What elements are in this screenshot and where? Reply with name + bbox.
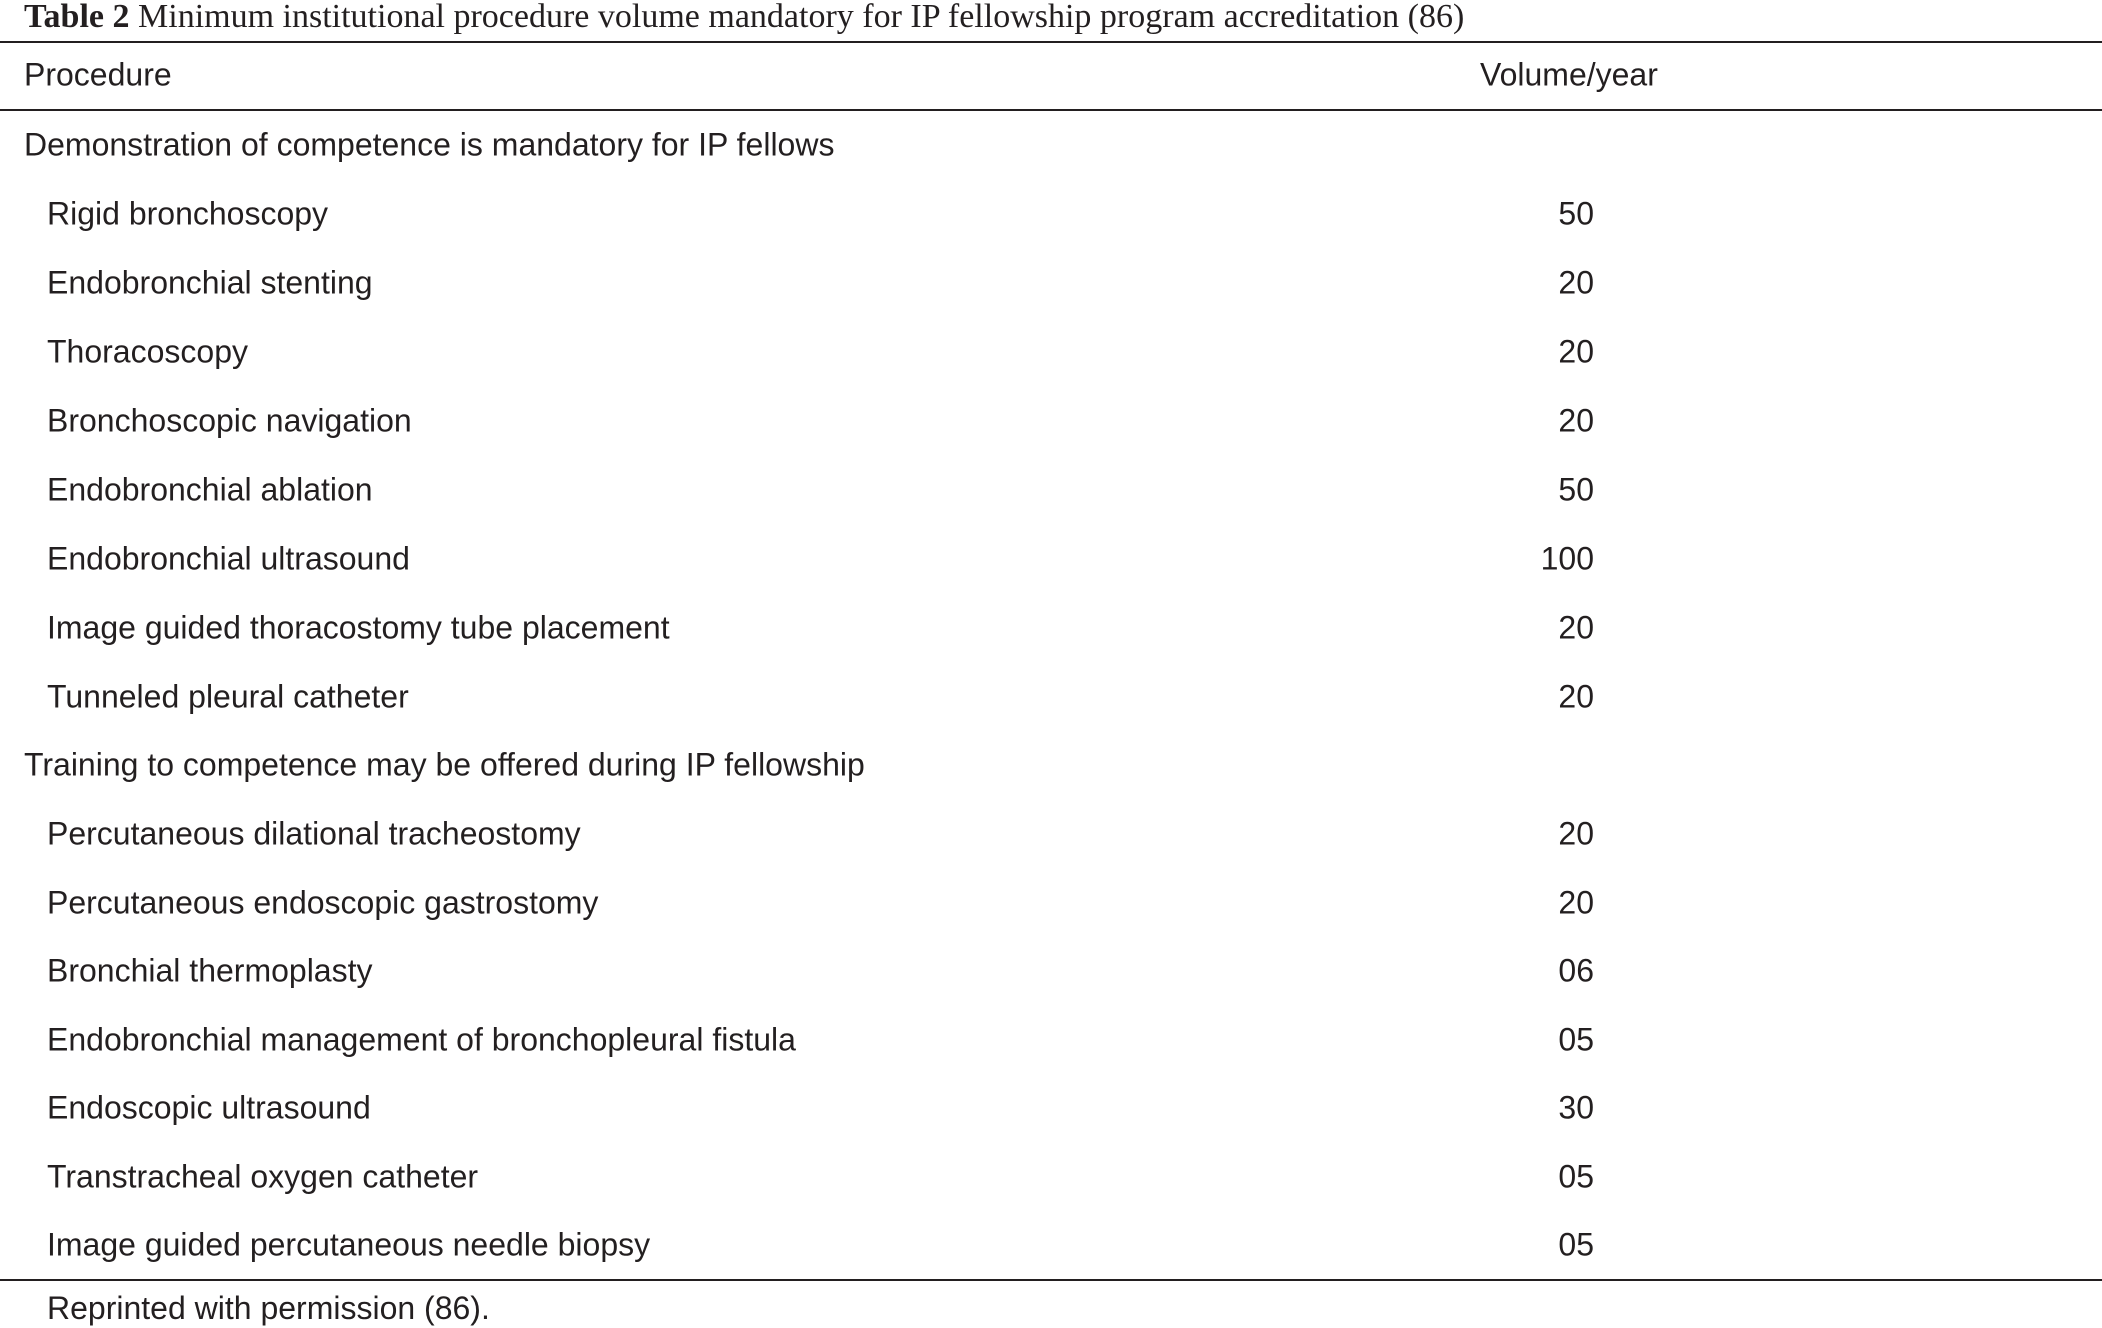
header-volume: Volume/year	[1480, 56, 1658, 93]
volume-cell: 30	[1558, 1089, 1594, 1126]
procedure-cell: Rigid bronchoscopy	[47, 195, 329, 232]
group-title-row	[0, 111, 2102, 179]
volume-cell: 20	[1558, 402, 1594, 439]
volume-cell: 100	[1540, 540, 1594, 577]
table-bottom-rule	[0, 1279, 2102, 1281]
procedure-cell: Bronchoscopic navigation	[47, 402, 412, 439]
table-caption-label: Table 2	[24, 0, 130, 35]
table-row	[0, 387, 2102, 455]
procedure-cell: Image guided percutaneous needle biopsy	[47, 1226, 651, 1263]
procedure-cell: Endobronchial ablation	[47, 471, 373, 508]
volume-cell: 20	[1558, 815, 1594, 852]
procedure-cell: Endobronchial stenting	[47, 264, 373, 301]
procedure-cell: Percutaneous endoscopic gastrostomy	[47, 884, 599, 921]
procedure-cell: Bronchial thermoplasty	[47, 952, 373, 989]
volume-cell: 05	[1558, 1158, 1594, 1195]
table-row	[0, 1211, 2102, 1279]
table-row	[0, 318, 2102, 386]
table-row	[0, 937, 2102, 1005]
table-row	[0, 1143, 2102, 1211]
table-row	[0, 1006, 2102, 1074]
table-row	[0, 456, 2102, 524]
group-title: Training to competence may be offered during IP fellowship	[24, 746, 865, 783]
volume-cell: 20	[1558, 609, 1594, 646]
procedure-cell: Thoracoscopy	[47, 333, 248, 370]
table-row	[0, 1074, 2102, 1142]
table-row	[0, 249, 2102, 317]
table-row	[0, 800, 2102, 868]
table-header-row	[0, 41, 2102, 109]
procedure-cell: Endoscopic ultrasound	[47, 1089, 371, 1126]
procedure-cell: Endobronchial ultrasound	[47, 540, 410, 577]
table-row	[0, 869, 2102, 937]
volume-cell: 20	[1558, 678, 1594, 715]
volume-cell: 50	[1558, 471, 1594, 508]
volume-cell: 50	[1558, 195, 1594, 232]
volume-cell: 20	[1558, 884, 1594, 921]
table-row	[0, 594, 2102, 662]
volume-cell: 20	[1558, 333, 1594, 370]
procedure-cell: Tunneled pleural catheter	[47, 678, 409, 715]
volume-cell: 05	[1558, 1226, 1594, 1263]
procedure-cell: Percutaneous dilational tracheostomy	[47, 815, 581, 852]
volume-cell: 05	[1558, 1021, 1594, 1058]
table-row	[0, 525, 2102, 593]
table-footnote: Reprinted with permission (86).	[47, 1290, 490, 1326]
volume-cell: 20	[1558, 264, 1594, 301]
procedure-cell: Transtracheal oxygen catheter	[47, 1158, 479, 1195]
header-procedure: Procedure	[24, 56, 172, 93]
procedure-cell: Endobronchial management of bronchopleural fistula	[47, 1021, 796, 1058]
table-caption	[24, 0, 1464, 34]
volume-cell: 06	[1558, 952, 1594, 989]
table-caption-text: Minimum institutional procedure volume mandatory for IP fellowship program accreditation (86)	[138, 0, 1465, 35]
procedure-cell: Image guided thoracostomy tube placement	[47, 609, 670, 646]
group-title: Demonstration of competence is mandatory for IP fellows	[24, 126, 835, 163]
group-title-row	[0, 731, 2102, 799]
table-row	[0, 663, 2102, 731]
table-row	[0, 180, 2102, 248]
